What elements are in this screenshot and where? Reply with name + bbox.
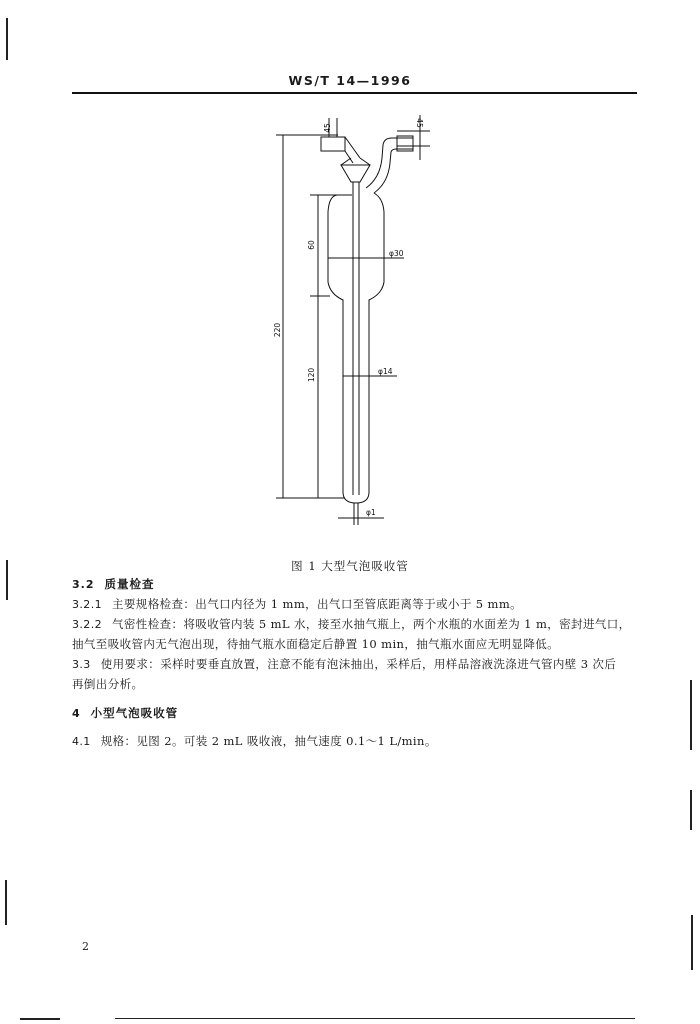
figure-caption: 图 1 大型气泡吸收管	[291, 559, 409, 573]
tube-body	[328, 193, 384, 503]
clause-number: 3.2.2	[72, 618, 102, 631]
section-title: 质量检查	[104, 577, 155, 591]
outlet-left-tube	[321, 137, 345, 151]
bulb-neck	[341, 158, 351, 165]
clause-text: 主要规格检查：出气口内径为 1 mm，出气口至管底距离等于或小于 5 mm。	[112, 597, 523, 611]
clause-3-3-continuation: 再倒出分析。	[72, 677, 144, 691]
scan-edge-mark	[690, 680, 692, 750]
clause-number: 4.1	[72, 735, 91, 748]
scan-edge-mark	[115, 1018, 635, 1019]
dim-label-120: 120	[307, 367, 316, 383]
side-arm-inner	[374, 149, 413, 193]
clause-text: 气密性检查：将吸收管内装 5 mL 水，接至水抽气瓶上，两个水瓶的水面差为 1 m，密封进气口，	[112, 617, 631, 631]
header-rule	[72, 92, 637, 94]
clause-text: 使用要求：采样时要垂直放置，注意不能有泡沫抽出，采样后，用样品溶液洗涤进气管内壁 3 次后	[100, 657, 617, 671]
clause-3-2-2	[72, 616, 631, 633]
scan-edge-mark	[690, 790, 692, 830]
scan-edge-mark	[20, 1018, 60, 1020]
scan-edge-mark	[6, 18, 8, 60]
dim-label-top-left: 45	[323, 123, 332, 133]
clause-3-2-1	[72, 596, 522, 613]
section-number: 4	[72, 707, 81, 720]
dim-label-phi30: φ30	[389, 249, 404, 258]
clause-text: 规格：见图 2。可装 2 mL 吸收液，抽气速度 0.1～1 L/min。	[100, 734, 437, 748]
dim-label-phi14: φ14	[378, 367, 393, 376]
dim-label-top-right: 45	[415, 118, 424, 128]
clause-number: 3.2.1	[72, 598, 102, 611]
dim-label-220: 220	[273, 322, 282, 338]
dim-label-60: 60	[307, 240, 316, 250]
standard-code: WS/T 14—1996	[288, 73, 412, 88]
clause-3-3	[72, 656, 616, 673]
page-number: 2	[82, 940, 89, 953]
separation-bulb	[341, 165, 370, 182]
scan-edge-mark	[5, 880, 7, 925]
scan-edge-mark	[691, 915, 693, 970]
section-title: 小型气泡吸收管	[90, 706, 179, 720]
dim-label-phi1: φ1	[366, 508, 376, 517]
clause-number: 3.3	[72, 658, 91, 671]
section-4-heading	[72, 705, 178, 722]
bulb-neck	[360, 158, 370, 165]
section-3-2-heading	[72, 576, 155, 593]
section-number: 3.2	[72, 578, 95, 591]
clause-4-1	[72, 733, 437, 750]
clause-3-2-2-continuation: 抽气至吸收管内无气泡出现，待抽气瓶水面稳定后静置 10 min，抽气瓶水面应无明显降低。	[72, 637, 560, 651]
bubble-absorption-tube-figure	[0, 100, 700, 540]
